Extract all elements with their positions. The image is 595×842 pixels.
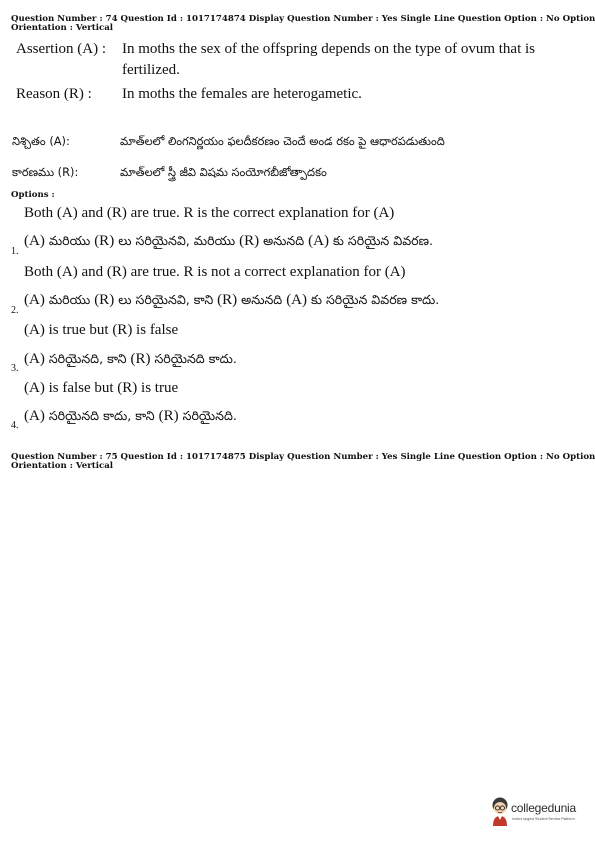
logo-tagline: India's largest Student Review Platform: [512, 817, 575, 821]
collegedunia-logo: [489, 795, 589, 835]
option-2-english[interactable]: Both (A) and (R) are true. R is not a correct explanation for (A): [24, 264, 406, 280]
question-74-meta-line1: Question Number : 74 Question Id : 1017174874 Display Question Number : Yes Single Line Question Option : No Option: [11, 14, 595, 24]
option-1-telugu[interactable]: (A) మరియు (R) లు సరియైనవి, మరియు (R) అనునది (A) కు సరియైన వివరణ.: [24, 233, 434, 249]
assertion-text-line1: In moths the sex of the offspring depends on the type of ovum that is: [122, 41, 535, 57]
assertion-text-line2: fertilized.: [122, 62, 180, 78]
option-1-english[interactable]: Both (A) and (R) are true. R is the correct explanation for (A): [24, 205, 395, 221]
reason-text: In moths the females are heterogametic.: [122, 86, 362, 102]
reason-label: Reason (R) :: [16, 86, 92, 102]
question-75-meta-line1: Question Number : 75 Question Id : 1017174875 Display Question Number : Yes Single Line Question Option : No Option: [11, 452, 595, 462]
option-1-number: 1.: [11, 246, 19, 257]
option-3-number: 3.: [11, 363, 19, 374]
telugu-assertion-label: నిశ్చితం (A):: [12, 134, 70, 148]
options-heading: Options :: [11, 190, 55, 200]
option-4-telugu[interactable]: (A) సరియైనది కాదు, కాని (R) సరియైనది.: [24, 408, 237, 424]
telugu-reason-label: కారణము (R):: [12, 165, 79, 179]
option-3-english[interactable]: (A) is true but (R) is false: [24, 322, 179, 338]
telugu-assertion-text: మాత్‌లలో లింగనిర్ణయం ఫలదీకరణం చెందే అండ రకం పై ఆధారపడుతుంది: [120, 134, 445, 148]
option-4-number: 4.: [11, 420, 19, 431]
question-75-meta-line2: Orientation : Vertical: [11, 461, 114, 471]
question-74-meta-line2: Orientation : Vertical: [11, 23, 114, 33]
option-3-telugu[interactable]: (A) సరియైనది, కాని (R) సరియైనది కాదు.: [24, 351, 237, 367]
assertion-label: Assertion (A) :: [16, 41, 106, 57]
option-2-telugu[interactable]: (A) మరియు (R) లు సరియైనవి, కాని (R) అనునది (A) కు సరియైన వివరణ కాదు.: [24, 292, 440, 308]
logo-wordmark: collegedunia: [511, 801, 576, 815]
option-4-english[interactable]: (A) is false but (R) is true: [24, 380, 179, 396]
mascot-icon: [489, 795, 511, 827]
option-2-number: 2.: [11, 305, 19, 316]
telugu-reason-text: మాత్‌లలో స్త్రీ జీవి విషమ సంయోగబీజోత్పాదకం: [120, 165, 327, 179]
